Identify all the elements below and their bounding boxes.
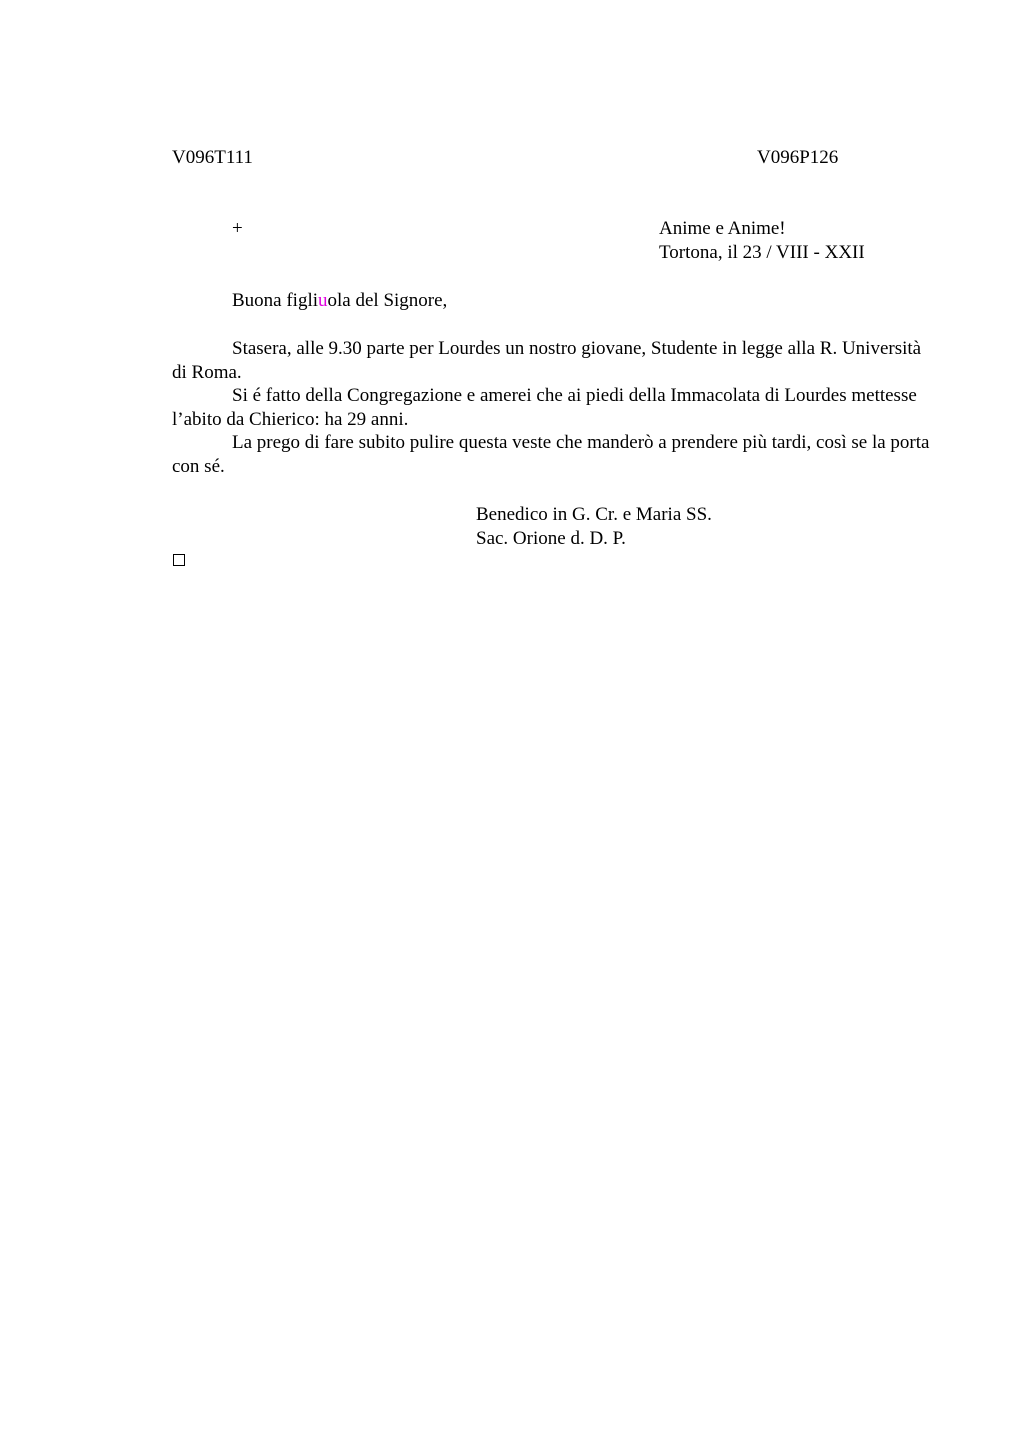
document-reference-right: V096P126: [757, 147, 839, 168]
letter-place-date: Tortona, il 23 / VIII - XXII: [659, 242, 865, 263]
salutation-highlight: u: [318, 290, 328, 311]
document-reference-left: V096T111: [172, 147, 253, 168]
letter-body: [172, 337, 932, 478]
body-paragraph-2: Si é fatto della Congregazione e amerei che ai piedi della Immacolata di Lourdes mettesse l’abito da Chierico: ha 29 anni.: [172, 385, 917, 430]
letter-closing: Benedico in G. Cr. e Maria SS.: [476, 504, 712, 525]
body-paragraph-3: La prego di fare subito pulire questa veste che manderò a prendere più tardi, così se la porta con sé.: [172, 432, 930, 477]
letter-signature: Sac. Orione d. D. P.: [476, 528, 626, 549]
salutation-part-before: Buona figli: [232, 290, 319, 311]
body-paragraph-1: Stasera, alle 9.30 parte per Lourdes un nostro giovane, Studente in legge alla R. Università di Roma.: [172, 338, 922, 383]
end-marker-box-icon: [173, 554, 185, 566]
letter-motto: Anime e Anime!: [659, 218, 786, 239]
letter-salutation: [232, 289, 447, 313]
salutation-part-after: ola del Signore,: [327, 290, 448, 311]
cross-symbol: +: [232, 218, 243, 239]
